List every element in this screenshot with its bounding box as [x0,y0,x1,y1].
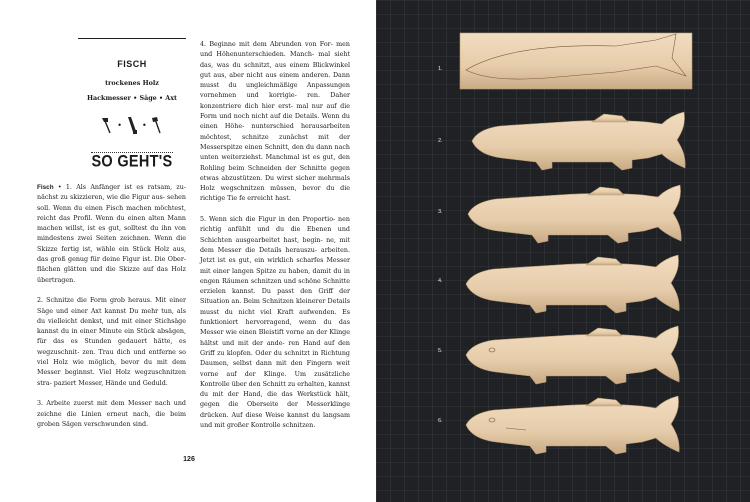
top-rule [78,38,186,39]
materials-box [78,38,186,153]
box-title: FISCH [117,59,147,69]
tools-label: Hackmesser • Säge • Axt [86,94,178,102]
lead-word: Fisch [37,184,54,191]
step-5-paragraph: 5. Wenn sich die Figur in den Proportio- nen richtig anfühlt und du die Ebenen und Schichten ausgearbeitet hast, begin- ne, mit dem Messer die Details herauszu- arbeiten. Jetzt ist es gut, ein wirklich scharfes Messer mit einer langen Spitze zu haben, damit du in engen Räumen schnitzen und schöne Schnitte erzielen kannst. Du passt den Griff der Situation an. Beim Schnitzen kleinerer Details musst du nicht viel Kraft aufwenden. Es funktioniert hervorragend, wenn du das Messer wie einen Bleistift vorne an der Klinge hältst und mit der ande- ren Hand auf den Griff zu klopfen. Oder du schnitzt in Richtung Daumen, selbst dann mit den Fingern weit vorne auf der Klinge. Um zusätzliche Kontrolle über den Schnitt zu erhalten, kannst du mit der Hand, die das Werkstück hält, gegen die Oberseite der Messerklinge drücken. Auf diese Weise kannst du langsam und mit großer Kontrolle schnitzen. [200,216,350,429]
step-1-paragraph [37,183,186,286]
text-column-left [37,183,186,440]
step-1-text: • 1. Als Anfänger ist es ratsam, zu- nächst zu skizzieren, wie die Figur aus- sehen soll. Wenn du einen Fisch machen möchtest, reicht das Profil. Wenn du einen alten Mann machen willst, ist es gut, solltest du ihn von mindestens zwei Seiten zeichnen. Wenn die Skizze fertig ist, wähle ein Stück Holz aus, das groß genug für deine Figur ist. Die Ober- flächen glätten und die Skizze auf das Holz übertragen. [37,184,186,284]
step-3-paragraph: 3. Arbeite zuerst mit dem Messer nach und zeichne die Linien erneut nach, die beim groben Sägen verschwunden sind. [37,400,186,428]
step-number: 2. [438,138,443,144]
step-number: 1. [438,66,443,72]
step-number: 5. [438,348,443,354]
separator-dot: • [142,120,147,130]
step-number: 4. [438,278,443,284]
saw-icon [124,115,140,135]
cutting-mat-grid [376,0,750,502]
step-number: 6. [438,418,443,424]
step-2-paragraph: 2. Schnitze die Form grob heraus. Mit einer Säge und einer Axt kannst Du mehr tun, als du vielleicht denkst, und mit einer Stichsäge kannst du in einer Minute ein Stück absägen, für das es Stunden gedauert hätte, es wegzuschnit- zen. Trau dich und entferne so viel Holz wie möglich, bevor du mit dem Messer beginnst. Viel Holz wegzuschnitzen stra- paziert Messer, Hände und Geduld. [37,297,186,387]
tools-icon-row [78,114,186,136]
separator-dot: • [117,120,122,130]
step-4-paragraph: 4. Beginne mit dem Abrunden von For- men und Höhenunterschieden. Manch- mal sieht das, was du schnitzt, aus einem Blickwinkel gut aus, aber nicht aus einem anderen. Dann musst du ungleichmäßige Anpassungen vornehmen und korrigie- ren. Daher konzentriere dich hier erst- mal nur auf die Form und noch nicht auf die Details. Wenn du einen Höhe- nunterschied herausarbeiten möchtest, schnitze zunächst mit der Messerspitze einen Schnitt, den du dann nach unten weiterziehst. Manchmal ist es gut, den Rohling beim Schneiden der Schnitte gegen etwas abzustützen. Du wirst sicher mehrmals Holz wegschnitzen müssen, bevor du die richtige Tie fe erreicht hast. [200,41,350,203]
page-number: 126 [183,456,195,463]
photo-carving-stages [376,0,750,502]
text-column-right [200,40,350,442]
carving-stage-1 [460,33,692,89]
hatchet-icon [99,115,115,135]
step-number: 3. [438,209,443,215]
axe-icon [149,115,165,135]
section-heading: SO GEHT'S [91,152,173,172]
material-label: trockenes Holz [105,79,159,87]
